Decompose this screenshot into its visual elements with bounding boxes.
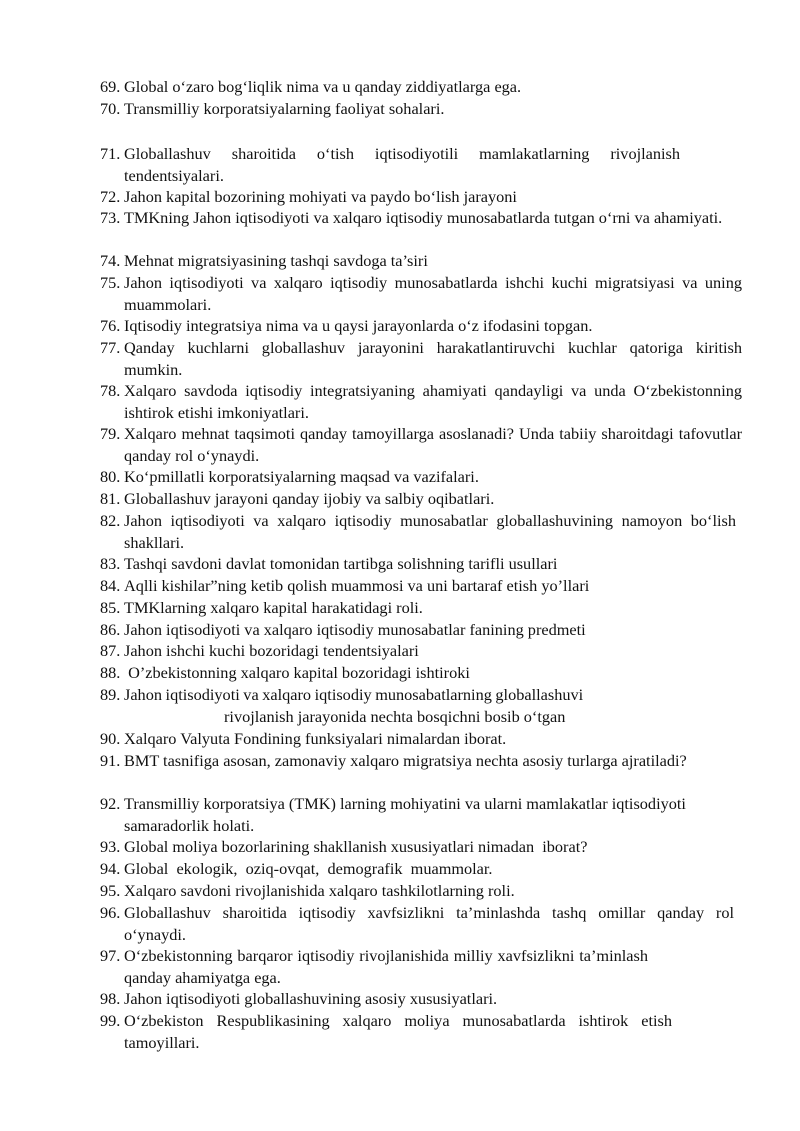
list-item	[100, 143, 680, 186]
item-number: 87.	[100, 641, 121, 660]
list-item	[100, 98, 742, 120]
list-item	[100, 945, 648, 988]
item-number: 69.	[100, 77, 121, 96]
item-number: 85.	[100, 598, 121, 617]
list-item	[100, 76, 742, 98]
item-number: 82.	[100, 511, 121, 530]
item-number: 74.	[100, 251, 121, 270]
item-text: Globallashuv sharoitida iqtisodiy xavfsizlikni ta’minlashda tashq omillar qanday rol o‘ynaydi.	[124, 903, 734, 944]
item-number: 90.	[100, 729, 121, 748]
item-text: Jahon iqtisodiyoti va xalqaro iqtisodiy munosabatlarning globallashuvi	[124, 685, 584, 704]
item-text: Globallashuv sharoitida o‘tish iqtisodiyotili mamlakatlarning rivojlanish tendentsiyalari.	[124, 144, 680, 185]
item-text: Jahon iqtisodiyoti va xalqaro iqtisodiy munosabatlar fanining predmeti	[124, 620, 586, 639]
list-item	[100, 575, 742, 597]
item-number: 84.	[100, 576, 121, 595]
item-text: Ko‘pmillatli korporatsiyalarning maqsad va vazifalari.	[124, 467, 479, 486]
item-number: 83.	[100, 554, 121, 573]
item-text: Aqlli kishilar”ning ketib qolish muammosi va uni bartaraf etish yo’llari	[124, 576, 590, 595]
item-number: 99.	[100, 1011, 121, 1030]
list-item	[100, 597, 742, 619]
item-text: Global o‘zaro bog‘liqlik nima va u qanday ziddiyatlarga ega.	[124, 77, 522, 96]
item-number: 71.	[100, 144, 121, 163]
item-text: BMT tasnifiga asosan, zamonaviy xalqaro migratsiya nechta asosiy turlarga ajratiladi?	[124, 751, 687, 770]
list-item	[100, 272, 742, 315]
list-item	[100, 250, 742, 272]
list-item	[100, 858, 742, 880]
item-text: Qanday kuchlarni globallashuv jarayonini harakatlantiruvchi kuchlar qatoriga kiritish mumkin.	[124, 338, 742, 379]
list-item	[100, 488, 742, 510]
item-text: Jahon ishchi kuchi bozoridagi tendentsiyalari	[124, 641, 419, 660]
item-number: 94.	[100, 859, 121, 878]
list-item	[100, 337, 742, 380]
item-number: 96.	[100, 903, 121, 922]
item-text: Transmilliy korporatsiyalarning faoliyat sohalari.	[124, 99, 445, 118]
list-item	[100, 1010, 672, 1053]
item-number: 93.	[100, 837, 121, 856]
item-number: 79.	[100, 424, 121, 443]
item-number: 98.	[100, 989, 121, 1008]
item-number: 75.	[100, 273, 121, 292]
item-number: 72.	[100, 187, 121, 206]
item-text: O‘zbekiston Respublikasining xalqaro moliya munosabatlarda ishtirok etish tamoyillari.	[124, 1011, 672, 1052]
list-item	[100, 619, 742, 641]
item-number: 81.	[100, 489, 121, 508]
item-number: 92.	[100, 794, 121, 813]
item-text: Global ekologik, oziq-ovqat, demografik muammolar.	[124, 859, 493, 878]
list-item	[100, 423, 742, 466]
list-item	[100, 640, 742, 662]
item-text: TMKning Jahon iqtisodiyoti va xalqaro iqtisodiy munosabatlarda tutgan o‘rni va ahamiyati.	[124, 208, 723, 227]
list-item	[100, 186, 742, 208]
list-item	[100, 207, 742, 229]
item-number: 91.	[100, 751, 121, 770]
list-item	[100, 728, 742, 750]
item-text: Jahon iqtisodiyoti va xalqaro iqtisodiy munosabatlar globallashuvining namoyon bo‘lish shakllari.	[124, 511, 736, 552]
list-item	[100, 836, 742, 858]
list-item	[100, 315, 742, 337]
item-number: 76.	[100, 316, 121, 335]
item-text: Xalqaro Valyuta Fondining funksiyalari nimalardan iborat.	[124, 729, 507, 748]
item-text: Jahon iqtisodiyoti globallashuvining asosiy xususiyatlari.	[124, 989, 498, 1008]
item-number: 88.	[100, 663, 121, 682]
item-text: Transmilliy korporatsiya (TMK) larning mohiyatini va ularni mamlakatlar iqtisodiyoti samaradorlik holati.	[124, 794, 686, 835]
item-number: 89.	[100, 685, 121, 704]
item-number: 70.	[100, 99, 121, 118]
list-item	[100, 466, 742, 488]
item-text: Jahon iqtisodiyoti va xalqaro iqtisodiy munosabatlarda ishchi kuchi migratsiyasi va uning muammolari.	[124, 273, 742, 314]
list-item	[100, 553, 742, 575]
item-text: Mehnat migratsiyasining tashqi savdoga ta’siri	[124, 251, 428, 270]
item-number: 80.	[100, 467, 121, 486]
list-item	[100, 880, 742, 902]
list-item	[100, 662, 742, 684]
list-item	[100, 750, 714, 772]
item-number: 86.	[100, 620, 121, 639]
item-text: Jahon kapital bozorining mohiyati va paydo bo‘lish jarayoni	[124, 187, 517, 206]
item-number: 78.	[100, 381, 121, 400]
item-text: O’zbekistonning xalqaro kapital bozoridagi ishtiroki	[124, 663, 470, 682]
item-text: O‘zbekistonning barqaror iqtisodiy rivojlanishida milliy xavfsizlikni ta’minlash qanday ahamiyatga ega.	[124, 946, 648, 987]
item-text-continued: rivojlanish jarayonida nechta bosqichni bosib o‘tgan	[224, 706, 566, 726]
item-number: 95.	[100, 881, 121, 900]
item-text: Xalqaro savdoni rivojlanishida xalqaro tashkilotlarning roli.	[124, 881, 515, 900]
item-number: 97.	[100, 946, 121, 965]
item-text: Globallashuv jarayoni qanday ijobiy va salbiy oqibatlari.	[124, 489, 495, 508]
item-text: Xalqaro mehnat taqsimoti qanday tamoyillarga asoslanadi? Unda tabiiy sharoitdagi tafovutlar qanday rol o‘ynaydi.	[124, 424, 742, 465]
item-number: 77.	[100, 338, 121, 357]
list-item	[100, 988, 742, 1010]
item-text: Global moliya bozorlarining shakllanish xususiyatlari nimadan iborat?	[124, 837, 588, 856]
list-item	[100, 510, 736, 553]
list-item	[100, 793, 700, 836]
item-number: 73.	[100, 208, 121, 227]
list-item	[100, 902, 734, 945]
list-item	[100, 684, 742, 727]
list-item	[100, 380, 742, 423]
item-text: Iqtisodiy integratsiya nima va u qaysi jarayonlarda o‘z ifodasini topgan.	[124, 316, 593, 335]
item-text: Xalqaro savdoda iqtisodiy integratsiyaning ahamiyati qandayligi va unda O‘zbekistonning ishtirok etishi imkoniyatlari.	[124, 381, 742, 422]
item-text: TMKlarning xalqaro kapital harakatidagi roli.	[124, 598, 423, 617]
item-text: Tashqi savdoni davlat tomonidan tartibga solishning tarifli usullari	[124, 554, 558, 573]
